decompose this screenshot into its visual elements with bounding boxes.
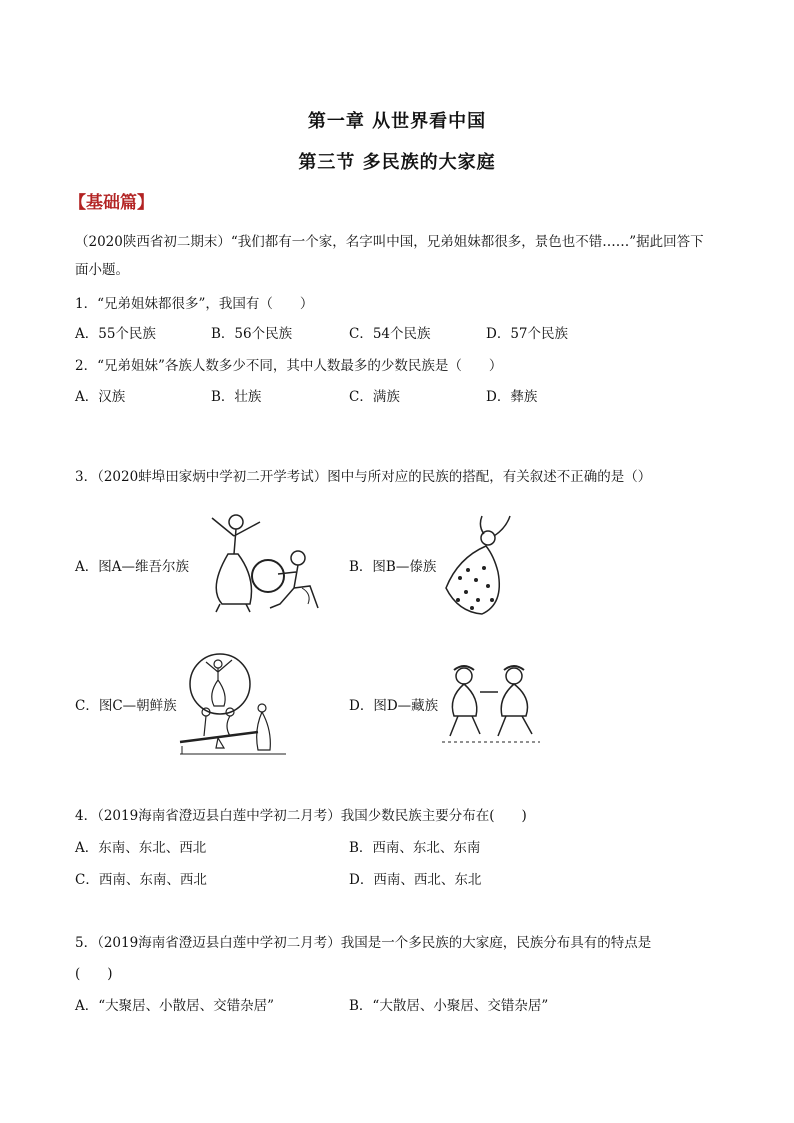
question-2-option-a: A．汉族 (75, 389, 126, 405)
intro-line-1: （2020陕西省初二期末）“我们都有一个家，名字叫中国，兄弟姐妹都很多，景色也不错……”据此回答下 (75, 234, 704, 250)
chapter-title: 第一章 从世界看中国 (307, 111, 487, 132)
question-5-stem-line-2: ( ) (75, 966, 113, 982)
section-label: 【基础篇】 (69, 193, 154, 213)
question-4-option-c: C．西南、东南、西北 (75, 872, 207, 888)
question-4-stem: 4．（2019海南省澄迈县白莲中学初二月考）我国少数民族主要分布在( ) (75, 808, 527, 824)
question-3-option-d: D．图D—藏族 (349, 698, 439, 714)
question-2-option-c: C．满族 (349, 389, 400, 405)
figure-b-dai-dancer (438, 508, 518, 618)
question-5-option-a: A．“大聚居、小散居、交错杂居” (75, 998, 275, 1014)
question-2-stem: 2．“兄弟姐妹”各族人数多少不同，其中人数最多的少数民族是（ ） (75, 358, 503, 374)
question-4-option-a: A．东南、东北、西北 (75, 840, 207, 856)
question-2-option-d: D．彝族 (486, 389, 538, 405)
question-4-option-d: D．西南、西北、东北 (349, 872, 482, 888)
question-3-option-c: C．图C—朝鲜族 (75, 698, 177, 714)
section-title: 第三节 多民族的大家庭 (298, 152, 496, 173)
question-2-option-b: B．壮族 (211, 389, 262, 405)
figure-c-korean-seesaw (178, 650, 288, 756)
question-5-option-b: B．“大散居、小聚居、交错杂居” (349, 998, 549, 1014)
question-1-option-b: B．56个民族 (211, 326, 293, 342)
question-4-option-b: B．西南、东北、东南 (349, 840, 481, 856)
question-1-option-a: A．55个民族 (75, 326, 156, 342)
figure-a-uyghur-dancers (198, 508, 328, 616)
intro-line-2: 面小题。 (75, 262, 129, 278)
figure-d-tibetan-dancers (440, 662, 542, 746)
question-3-stem: 3．（2020蚌埠田家炳中学初二开学考试）图中与所对应的民族的搭配，有关叙述不正确的是（） (75, 469, 652, 485)
question-5-stem-line-1: 5．（2019海南省澄迈县白莲中学初二月考）我国是一个多民族的大家庭，民族分布具有的特点是 (75, 935, 652, 951)
question-1-option-c: C．54个民族 (349, 326, 431, 342)
question-1-option-d: D．57个民族 (486, 326, 569, 342)
question-1-stem: 1．“兄弟姐妹都很多”，我国有（ ） (75, 296, 314, 312)
question-3-option-a: A．图A—维吾尔族 (75, 559, 189, 575)
question-3-option-b: B．图B—傣族 (349, 559, 437, 575)
